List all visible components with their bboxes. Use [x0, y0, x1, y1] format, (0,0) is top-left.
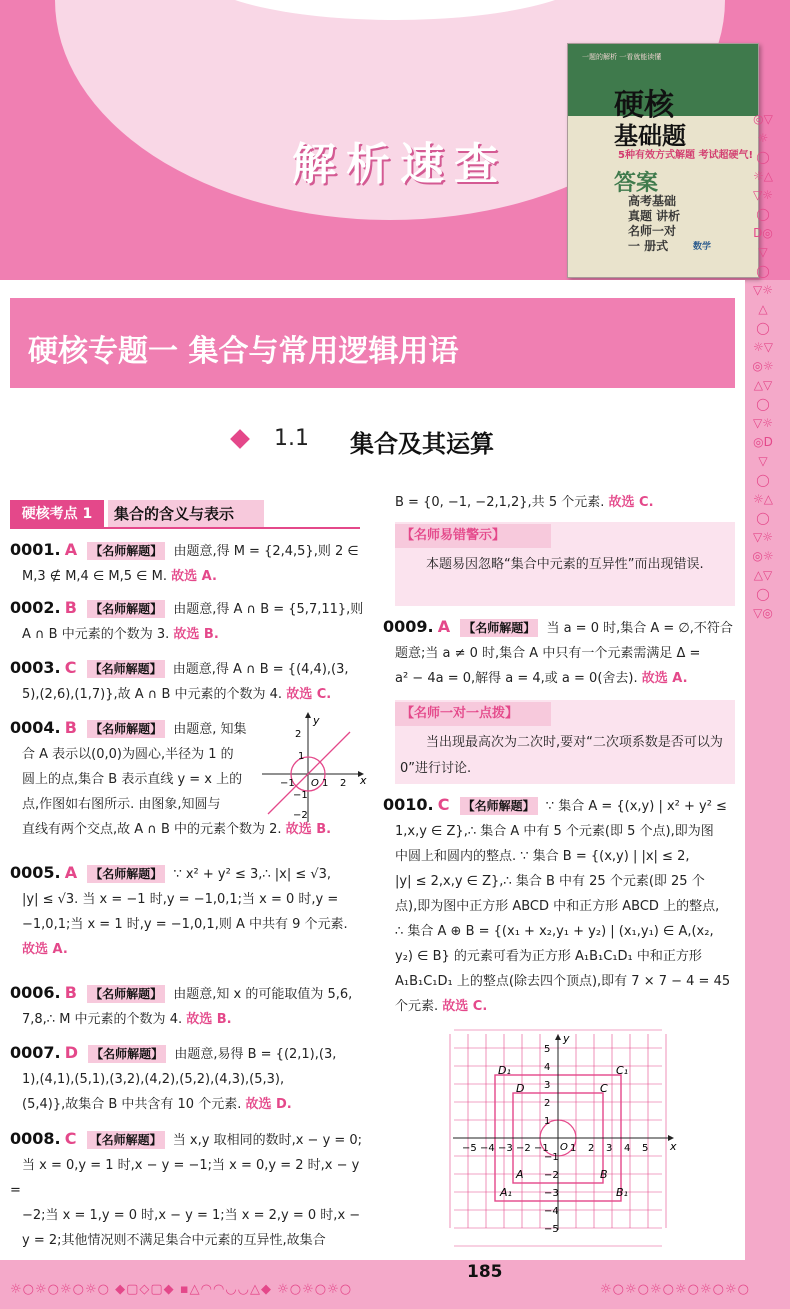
question-choice: 故选 D. [245, 1097, 292, 1112]
question-choice: 故选 C. [608, 495, 654, 510]
y-axis-arrow [305, 712, 311, 718]
question-choice: 故选 C. [286, 687, 332, 702]
tick-x: −1 [280, 778, 295, 789]
question-number: 0006. [10, 983, 61, 1002]
tick-y: 1 [544, 1116, 551, 1127]
question-line: |y| ≤ √3. 当 x = −1 时,y = −1,0,1;当 x = 0 时,y = [22, 892, 339, 907]
question-answer-letter: A [437, 617, 451, 636]
question-number: 0007. [10, 1043, 61, 1062]
question-number: 0008. [10, 1129, 61, 1148]
question-answer-letter: A [64, 540, 78, 559]
book-answer: 答案 [614, 171, 659, 196]
question-answer-letter: B [64, 718, 77, 737]
question-line: 个元素. [395, 999, 439, 1014]
x-label: x [360, 774, 367, 787]
question-line: (5,4)},故集合 B 中共含有 10 个元素. [22, 1097, 242, 1112]
tick-x: 1 [570, 1143, 577, 1154]
tick-x: −3 [498, 1143, 513, 1154]
question-tag: 【名师解题】 [87, 660, 165, 678]
banner-title: 解析速查 [292, 139, 508, 190]
tick-x: −4 [480, 1143, 495, 1154]
tick-y: 4 [544, 1062, 551, 1073]
tick-y: 3 [544, 1080, 551, 1091]
question-answer-letter: C [64, 1129, 77, 1148]
book-title-2: 基础题 [614, 122, 686, 150]
question-tag: 【名师解题】 [87, 720, 165, 738]
origin-label: O [560, 1142, 568, 1153]
question-choice: 故选 B. [285, 822, 332, 837]
book-subject: 数学 [693, 242, 712, 252]
question-tag: 【名师解题】 [87, 600, 165, 618]
question-0003 [10, 655, 372, 707]
tick-x: −1 [534, 1143, 549, 1154]
question-0010 [383, 792, 738, 1019]
book-slogan: 5种有效方式解题 考试超硬气! [618, 150, 753, 161]
question-0005 [10, 860, 372, 962]
question-line: 1,x,y ∈ Z},∴ 集合 A 中有 5 个元素(即 5 个点),即为图 [395, 824, 714, 839]
question-number: 0003. [10, 658, 61, 677]
question-0008 [10, 1126, 372, 1253]
tick-x: 1 [322, 778, 329, 789]
x-label: x [670, 1140, 677, 1153]
tick-y: −2 [544, 1170, 559, 1181]
lattice-grid-graph [448, 1032, 678, 1235]
question-tag: 【名师解题】 [87, 1131, 165, 1149]
question-line: 由题意, 知集 [173, 722, 247, 737]
question-tag: 【名师解题】 [87, 865, 165, 883]
question-0006 [10, 980, 372, 1032]
question-number: 0010. [383, 795, 434, 814]
side-decoration: ◎▽☼◯☼△▽☼◯D◎▽◯▽☼△◯☼▽◎☼△▽◯▽☼◎D▽◯☼△◯▽☼◎☼△▽◯▽◎ [752, 112, 774, 620]
tick-x: −2 [516, 1143, 531, 1154]
tick-y: −1 [544, 1152, 559, 1163]
question-line: B = {0, −1, −2,1,2},共 5 个元素. [395, 495, 605, 510]
question-line: 中圆上和圆内的整点. ∵ 集合 B = {(x,y) | |x| ≤ 2, [395, 849, 690, 864]
question-answer-letter: B [64, 598, 77, 617]
question-line: M,3 ∉ M,4 ∈ M,5 ∈ M. [22, 569, 167, 584]
question-number: 0004. [10, 718, 61, 737]
question-line: 1),(4,1),(5,1),(3,2),(4,2),(5,2),(4,3),(5,3), [22, 1072, 285, 1087]
question-choice: 故选 B. [186, 1012, 232, 1027]
question-line: y = 2;其他情况则不满足集合中元素的互异性,故集合 [22, 1233, 326, 1248]
question-number: 0002. [10, 598, 61, 617]
question-tag: 【名师解题】 [87, 542, 165, 560]
point-d: D [516, 1082, 525, 1095]
question-line: 圆上的点,集合 B 表示直线 y = x 上的 [22, 772, 243, 787]
point-b: B [600, 1168, 608, 1181]
question-0009 [383, 614, 738, 691]
question-0007 [10, 1040, 372, 1117]
question-line: −2;当 x = 1,y = 0 时,x − y = 1;当 x = 2,y = 0 时,x − [22, 1208, 361, 1223]
question-answer-letter: C [437, 795, 450, 814]
question-line: ∴ 集合 A ⊕ B = {(x₁ + x₂,y₁ + y₂) | (x₁,y₁) ∈ A,(x₂, [395, 924, 714, 939]
question-0008-continued [395, 490, 740, 515]
tick-x: 2 [340, 778, 347, 789]
question-number: 0009. [383, 617, 434, 636]
question-line: −1,0,1;当 x = 1 时,y = −1,0,1,则 A 中共有 9 个元素. [22, 917, 348, 932]
book-cover [567, 43, 759, 278]
y-label: y [563, 1032, 570, 1045]
question-line: 由题意,得 A ∩ B = {5,7,11},则 [173, 602, 364, 617]
book-tag: 一题的解析 一看就能读懂 [582, 53, 662, 61]
question-choice: 故选 A. [171, 569, 217, 584]
topic-title: 硬核专题一 集合与常用逻辑用语 [28, 334, 459, 369]
circle-line-graph [258, 712, 367, 824]
question-choice: 故选 A. [641, 671, 688, 686]
point-c: C [600, 1082, 608, 1095]
tick-y: 2 [544, 1098, 551, 1109]
question-line: 当 x,y 取相同的数时,x − y = 0; [172, 1133, 363, 1148]
tick-y: 1 [298, 751, 305, 762]
question-line: 合 A 表示以(0,0)为圆心,半径为 1 的 [22, 747, 234, 762]
question-tag: 【名师解题】 [88, 1045, 166, 1063]
question-0001 [10, 537, 372, 589]
tick-x: 4 [624, 1143, 631, 1154]
tick-y: 5 [544, 1044, 551, 1055]
knowledge-point-name: 集合的含义与表示 [108, 500, 264, 528]
question-line: 由题意,易得 B = {(2,1),(3, [174, 1047, 337, 1062]
knowledge-point-header [10, 500, 360, 528]
question-line: ∵ x² + y² ≤ 3,∴ |x| ≤ √3, [173, 867, 332, 882]
question-line: 5),(2,6),(1,7)},故 A ∩ B 中元素的个数为 4. [22, 687, 283, 702]
question-choice: 故选 A. [22, 942, 68, 957]
question-answer-letter: D [64, 1043, 79, 1062]
question-line: 由题意,知 x 的可能取值为 5,6, [173, 987, 353, 1002]
question-tag: 【名师解题】 [87, 985, 165, 1003]
page-number: 185 [467, 1262, 503, 1282]
tick-y: −3 [544, 1188, 559, 1199]
question-line: A ∩ B 中元素的个数为 3. [22, 627, 170, 642]
question-tag: 【名师解题】 [460, 619, 538, 637]
question-choice: 故选 C. [442, 999, 488, 1014]
tick-y: 2 [295, 729, 302, 740]
question-line: 当 a = 0 时,集合 A = ∅,不符合 [546, 621, 733, 636]
banner-arch-inner [195, 0, 595, 20]
section-title: 集合及其运算 [350, 430, 494, 458]
tick-x: 5 [642, 1143, 649, 1154]
footer-decoration-left: ☼○☼○☼○☼○ ◆▢◇▢◆ ▪△◠◠◡◡△◆ ☼○☼○☼○ [10, 1282, 353, 1297]
ticks-y [544, 1044, 559, 1235]
point-d1: D₁ [498, 1064, 511, 1077]
question-line: 7,8,∴ M 中元素的个数为 4. [22, 1012, 183, 1027]
knowledge-point-underline [10, 527, 360, 529]
footer-decoration-right: ☼○☼○☼○☼○☼○☼○ [600, 1282, 750, 1297]
question-line: 由题意,得 M = {2,4,5},则 2 ∈ [173, 544, 359, 559]
y-axis-arrow [555, 1034, 561, 1040]
point-a1: A₁ [500, 1186, 512, 1199]
question-line: 直线有两个交点,故 A ∩ B 中的元素个数为 2. [22, 822, 282, 837]
question-line: A₁B₁C₁D₁ 上的整点(除去四个顶点),即有 7 × 7 − 4 = 45 [395, 974, 731, 989]
tick-y: −5 [544, 1224, 559, 1235]
question-choice: 故选 B. [173, 627, 219, 642]
question-answer-letter: A [64, 863, 78, 882]
question-line: 点),即为图中正方形 ABCD 中和正方形 ABCD 上的整点, [395, 899, 720, 914]
tick-x: 2 [588, 1143, 595, 1154]
tip-header-guidance: 【名师一对一点拨】 [395, 702, 551, 726]
question-answer-letter: B [64, 983, 77, 1002]
point-b1: B₁ [616, 1186, 628, 1199]
y-label: y [313, 714, 320, 727]
question-number: 0001. [10, 540, 61, 559]
tip-text-guidance: 当出现最高次为二次时,要对“二次项系数是否可以为 0”进行讨论. [400, 735, 723, 776]
origin-label: O [311, 778, 319, 789]
line-y-equals-x [268, 732, 350, 814]
tick-y: −2 [293, 810, 308, 821]
tick-y: −1 [293, 790, 308, 801]
question-line: 由题意,得 A ∩ B = {(4,4),(3, [172, 662, 349, 677]
tick-x: −5 [462, 1143, 477, 1154]
question-tag: 【名师解题】 [460, 797, 538, 815]
question-line: |y| ≤ 2,x,y ∈ Z},∴ 集合 B 中有 25 个元素(即 25 个 [395, 874, 705, 889]
question-number: 0005. [10, 863, 61, 882]
tip-text-error: 本题易因忽略“集合中元素的互异性”而出现错误. [426, 557, 704, 572]
point-a: A [516, 1168, 524, 1181]
point-c1: C₁ [616, 1064, 629, 1077]
book-vertical-text: 高考基础真题 讲析 名师一对一 册式 [628, 194, 681, 253]
tick-x: 3 [606, 1143, 613, 1154]
question-line: ∵ 集合 A = {(x,y) | x² + y² ≤ [545, 799, 727, 814]
section-number: 1.1 [274, 426, 309, 451]
tip-header-error: 【名师易错警示】 [395, 524, 551, 548]
question-line: 题意;当 a ≠ 0 时,集合 A 中只有一个元素需满足 Δ = [395, 646, 701, 661]
tick-y: −4 [544, 1206, 559, 1217]
question-0002 [10, 595, 372, 647]
question-line: 当 x = 0,y = 1 时,x − y = −1;当 x = 0,y = 2 时,x − y = [10, 1158, 360, 1198]
knowledge-point-tag: 硬核考点 1 [10, 500, 104, 528]
banner [0, 0, 790, 280]
question-answer-letter: C [64, 658, 77, 677]
question-line: 点,作图如右图所示. 由图象,知圆与 [22, 797, 221, 812]
question-line: y₂) ∈ B} 的元素可看为正方形 A₁B₁C₁D₁ 中和正方形 [395, 949, 702, 964]
book-title-1: 硬核 [614, 88, 674, 123]
question-line: a² − 4a = 0,解得 a = 4,或 a = 0(舍去). [395, 671, 638, 686]
